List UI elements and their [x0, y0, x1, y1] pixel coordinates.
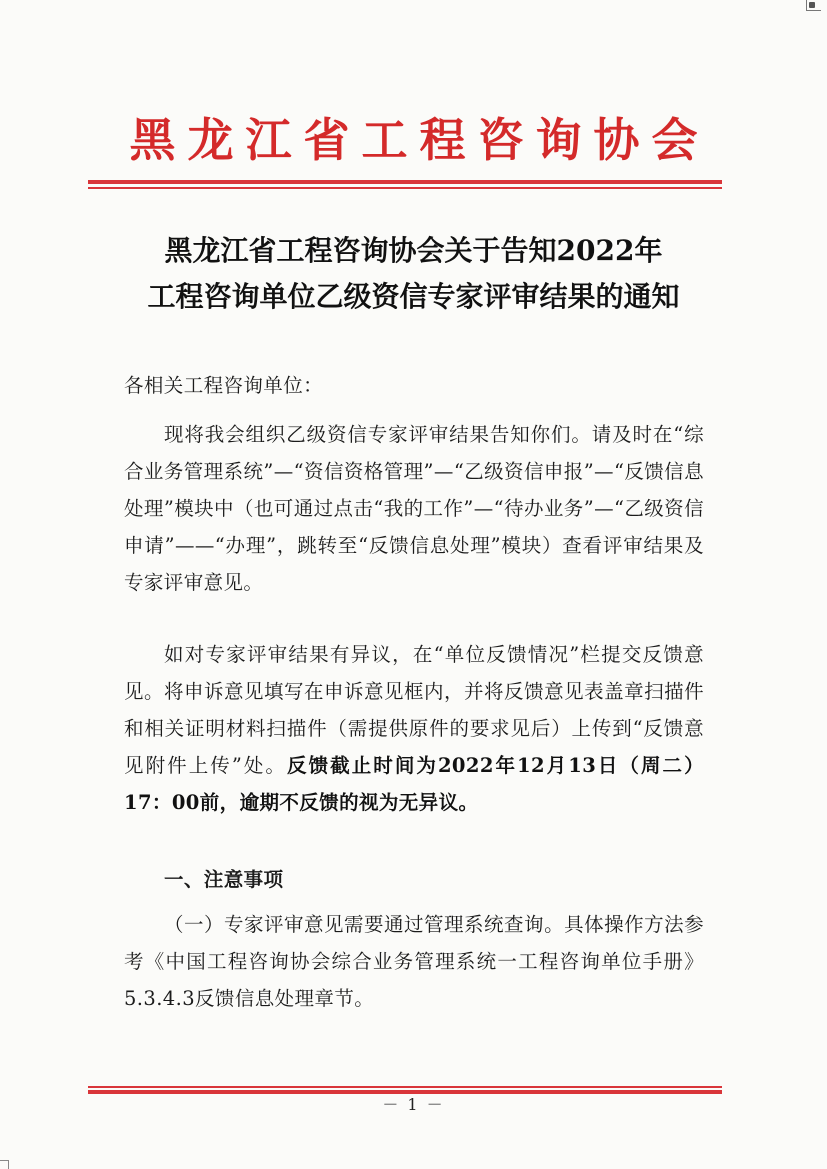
- scan-corner-dot: [809, 2, 815, 8]
- red-divider-thick: [88, 180, 722, 184]
- deadline-text: 反馈截止时间为2022年12月13日（周二）17：00前，逾期不反馈的视为无异议。: [124, 754, 704, 814]
- notice-title-line1: 黑龙江省工程咨询协会关于告知2022年: [164, 234, 663, 267]
- salutation: 各相关工程咨询单位：: [124, 374, 324, 397]
- note-item-1: （一）专家评审意见需要通过管理系统查询。具体操作方法参考《中国工程咨询协会综合业务管理系统一工程咨询单位手册》5.3.4.3反馈信息处理章节。: [124, 913, 704, 1010]
- page-number: － 1 －: [382, 1095, 445, 1114]
- paragraph-instructions: 现将我会组织乙级资信专家评审结果告知你们。请及时在“综合业务管理系统”—“资信资格管理”—“乙级资信申报”—“反馈信息处理”模块中（也可通过点击“我的工作”—“待办业务”—“乙级资信申请”——“办理”，跳转至“反馈信息处理”模块）查看评审结果及专家评审意见。: [124, 423, 704, 594]
- paragraph-objection-text: 如对专家评审结果有异议，在“单位反馈情况”栏提交反馈意见。将申诉意见填写在申诉意见框内，并将反馈意见表盖章扫描件和相关证明材料扫描件（需提供原件的要求见后）上传到“反馈意见附件上传”处。: [124, 643, 704, 777]
- letterhead-org-name: 黑龙江省工程咨询协会: [129, 113, 710, 167]
- footer-divider-thin: [88, 1086, 722, 1088]
- section-heading-notes: 一、注意事项: [164, 868, 284, 891]
- scan-bottom-corner-mark: [0, 1160, 9, 1169]
- letterhead-red-divider: [88, 180, 722, 189]
- paragraph-objection: [124, 636, 704, 821]
- notice-title-line2: 工程咨询单位乙级资信专家评审结果的通知: [147, 280, 680, 313]
- notice-title: [60, 228, 767, 320]
- red-divider-thin: [88, 187, 722, 189]
- scan-corner-mark: [806, 0, 821, 11]
